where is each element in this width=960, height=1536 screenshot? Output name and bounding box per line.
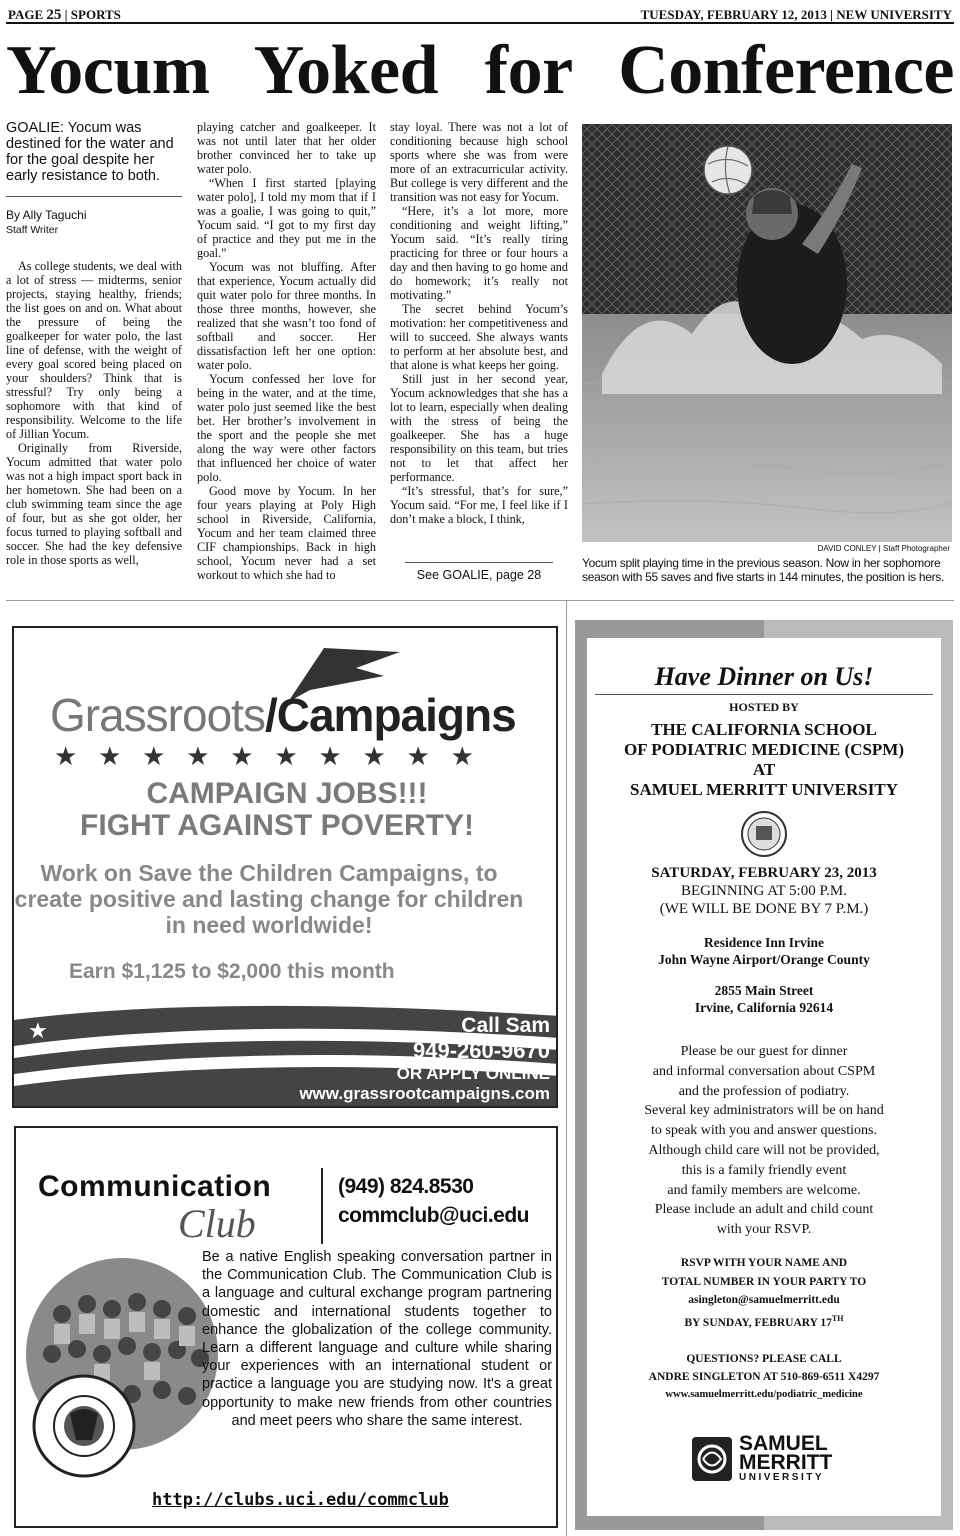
club-email[interactable]: commclub@uci.edu (338, 1204, 530, 1227)
article-paragraph: Originally from Riverside, Yocum admitted that water polo was not a high impact sport back in her hometown. She had been on a club swimming team since the age of four, but as she got older, her focus turned to playing softball and soccer. She had the key defensive role in those sports as well, (6, 441, 182, 567)
questions-info: QUESTIONS? PLEASE CALL ANDRE SINGLETON AT 510-869-6511 X4297 www.samuelmerritt.edu/podiatric_medicine (587, 1350, 941, 1404)
school-seal-icon (740, 810, 788, 858)
article-paragraph: As college students, we deal with a lot of stress — midterms, senior projects, staying healthy, friends; the list goes on and on. What about the pressure of being the goalkeeper for water polo, the last line of defense, with the weight of every goal scored being placed on your shoulders? Think that is stressful? Try only being a sophomore with that kind of responsibility. Welcome to the life of Jillian Yocum. (6, 259, 182, 441)
issue-date: TUESDAY, FEBRUARY 12, 2013 (640, 7, 827, 22)
samuel-merritt-logo: SAMUEL MERRITT UNIVERSITY (691, 1432, 841, 1486)
page-label: PAGE (8, 7, 44, 22)
article-paragraph: Yocum confessed her love for being in the water, and at the time, water polo just seemed like the best bet. Her brother’s involvement in the sport and the people she met along the way were other factors that influenced her choice of water polo. (197, 372, 376, 484)
star-icon: ★ (230, 742, 254, 771)
star-icon: ★ (54, 742, 78, 771)
podiatry-url[interactable]: www.samuelmerritt.edu/podiatric_medicine (665, 1389, 863, 1400)
article-paragraph: The secret behind Yocum’s motivation: her competitiveness and will to succeed. She always wants to perform at her absolute best, and that alone is what keeps her going. (390, 302, 568, 372)
author-role: Staff Writer (6, 224, 59, 236)
apply-online-label: OR APPLY ONLINE (396, 1064, 550, 1083)
ad-headline-1: CAMPAIGN JOBS!!! (146, 777, 428, 810)
club-description: Be a native English speaking conversation partner in the Communication Club. The Communication Club is a language and cultural exchange program partnering domestic and international students together to enhance the globalization of the college community. Learn a different language and culture while sharing your experiences with an international student or practice a language you are studying now. It's a great opportunity to make new friends from other countries and meet peers who share the same interest. (202, 1249, 552, 1429)
event-date-time: SATURDAY, FEBRUARY 23, 2013 BEGINNING AT 5:00 P.M. (WE WILL BE DONE BY 7 P.M.) (651, 865, 877, 917)
star-icon: ★ (274, 742, 298, 771)
paper-name: NEW UNIVERSITY (836, 7, 952, 22)
dinner-ad-panel (587, 638, 941, 1516)
rsvp-deadline: BY SUNDAY, FEBRUARY 17TH (684, 1313, 844, 1329)
communication-club-ad[interactable] (14, 1126, 558, 1528)
club-group-photo (22, 1254, 232, 1484)
goalie-photo (582, 124, 952, 542)
rsvp-info: RSVP WITH YOUR NAME AND TOTAL NUMBER IN YOUR PARTY TO asingleton@samuelmerritt.edu BY SUNDAY, FEBRUARY 17TH (587, 1254, 941, 1332)
star-icon: ★ (98, 742, 122, 771)
goalie-photo-illustration (582, 124, 952, 542)
subhead-divider (6, 196, 182, 197)
photo-caption: Yocum split playing time in the previous season. Now in her sophomore season with 55 saves and five starts in 144 minutes, the position is hers. (582, 556, 945, 584)
svg-text:★: ★ (28, 1019, 48, 1044)
dinner-ad-title: Have Dinner on Us! (654, 662, 874, 691)
page-number: 25 (46, 7, 62, 23)
article-headline: Yocum Yoked for Conference (6, 32, 954, 109)
club-contact (338, 1172, 529, 1230)
event-address: 2855 Main Street Irvine, California 92614 (694, 983, 834, 1015)
section-divider (6, 600, 954, 601)
article-paragraph: Good move by Yocum. In her four years playing at Poly High school in Riverside, California, Yocum and her team claimed three CIF championships. Back in high school, Yocum never had a set workout to which she had to (197, 484, 376, 582)
star-icon: ★ (362, 742, 386, 771)
article-paragraph: playing catcher and goalkeeper. It was not until later that her older brother convinced her to take up water polo. (197, 120, 376, 176)
title-rule (595, 694, 933, 695)
call-phone[interactable]: 949-260-9670 (412, 1038, 550, 1063)
article-jump-line[interactable]: See GOALIE, page 28 (405, 562, 553, 582)
article-paragraph: Still just in her second year, Yocum acknowledges that she has a lot to learn, especially when dealing with the stress of being the goalkeeper. She has a huge responsibility on this team, but tries not to let that affect her performance. (390, 372, 568, 484)
samuel-merritt-dinner-ad[interactable] (575, 620, 953, 1530)
club-phone[interactable]: (949) 824.8530 (338, 1175, 474, 1198)
club-url[interactable]: http://clubs.uci.edu/commclub (152, 1490, 449, 1510)
article-column-1 (6, 120, 182, 567)
star-icon: ★ (186, 742, 210, 771)
star-icon: ★ (450, 742, 474, 771)
article-subhead: GOALIE: Yocum was destined for the water and for the goal despite her early resistance to both. (6, 120, 174, 184)
grassroots-logo: Grassroots/Campaigns (50, 689, 516, 741)
article-paragraph: stay loyal. There was not a lot of conditioning because high school sports where she was from were more of an extracurricular activity. But college is very different and the transition was not easy for Yocum. (390, 120, 568, 204)
page-header (6, 4, 954, 24)
star-icon: ★ (406, 742, 430, 771)
article-byline: By Ally Taguchi (6, 208, 87, 222)
call-name: Call Sam (461, 1014, 550, 1037)
article-paragraph: “It’s stressful, that’s for sure,” Yocum said. “For me, I feel like if I don’t make a block, I think, (390, 484, 568, 526)
rsvp-email[interactable]: asingleton@samuelmerritt.edu (688, 1294, 840, 1306)
hosted-by-label: HOSTED BY (729, 700, 799, 714)
grassroots-url[interactable]: www.grassrootcampaigns.com (299, 1084, 550, 1103)
photo-credit: DAVID CONLEY | Staff Photographer (817, 544, 950, 553)
ad-earnings: Earn $1,125 to $2,000 this month (69, 960, 395, 983)
grassroots-campaigns-ad[interactable] (12, 626, 558, 1108)
article-column-3 (390, 120, 568, 526)
event-venue: Residence Inn Irvine John Wayne Airport/Orange County (658, 935, 870, 967)
ad-headline-2: FIGHT AGAINST POVERTY! (80, 809, 474, 842)
column-divider (566, 600, 567, 1536)
dinner-invitation: Please be our guest for dinner and informal conversation about CSPM and the profession of podiatry. Several key administrators will be on hand to speak with you and answer questions. Although child care will not be provided, this is a family friendly event and family members are welcome. Please include an adult and child count with your RSVP. (644, 1044, 884, 1238)
article-paragraph: “Here, it’s a lot more, more conditioning and weight lifting,” Yocum said. “It’s really tiring practicing for three or four hours a day and then having to go home and do homework; it’s really not motivating.” (390, 204, 568, 302)
contact-phone[interactable]: ANDRE SINGLETON AT 510-869-6511 X4297 (648, 1371, 880, 1383)
article-column-2 (197, 120, 376, 582)
section-name: SPORTS (70, 7, 121, 22)
ad-body-text: Work on Save the Children Campaigns, to create positive and lasting change for children in need worldwide! (14, 860, 524, 938)
star-row (54, 742, 474, 772)
page-dateline: TUESDAY, FEBRUARY 12, 2013 | NEW UNIVERSITY (640, 7, 952, 22)
samuel-merritt-emblem-icon (691, 1436, 733, 1482)
star-icon: ★ (142, 742, 166, 771)
ad-call-block (299, 1014, 550, 1104)
club-title: Communication (38, 1170, 272, 1203)
article-paragraph: Yocum was not bluffing. After that experience, Yocum actually did quit water polo for three months. In those three months, however, she realized that she wasn’t too fond of softball and soccer. Her dissatisfaction left her one option: water polo. (197, 260, 376, 372)
host-school: THE CALIFORNIA SCHOOL OF PODIATRIC MEDICINE (CSPM) AT SAMUEL MERRITT UNIVERSITY (623, 720, 905, 799)
article-paragraph: “When I first started [playing water polo], I told my mom that if I was a goalie, I was going to quit,” Yocum said. “I got to my first day of practice and they put me in the goal.” (197, 176, 376, 260)
title-divider (321, 1168, 323, 1244)
club-title-script: Club (178, 1201, 256, 1246)
star-icon: ★ (318, 742, 342, 771)
page-section: PAGE 25 | SPORTS (8, 7, 121, 23)
